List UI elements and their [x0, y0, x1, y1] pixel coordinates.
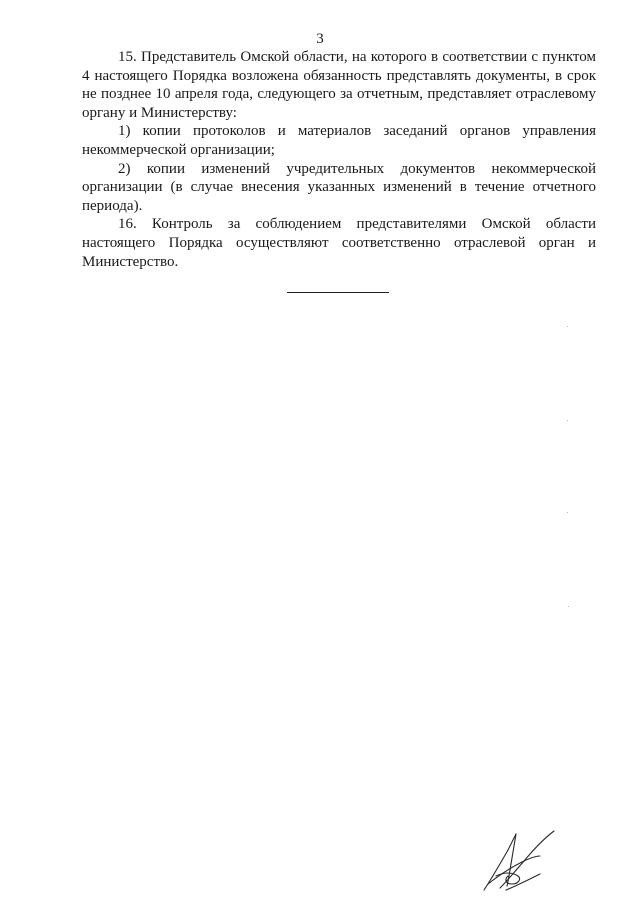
paragraph-16: 16. Контроль за соблюдением представителями Омской области настоящего Порядка осуществляют соответственно отраслевой орган и Министерство. — [82, 216, 596, 270]
paragraph-15-item-2: 2) копии изменений учредительных документов некоммерческой организации (в случае внесения указанных изменений в течение отчетного периода). — [82, 160, 596, 214]
scan-speck — [567, 512, 568, 513]
scan-speck — [567, 420, 568, 421]
paragraph-15-item-1: 1) копии протоколов и материалов заседаний органов управления некоммерческой организации; — [82, 123, 596, 158]
document-body — [82, 48, 596, 271]
page-number: 3 — [316, 31, 324, 47]
paragraph-15: 15. Представитель Омской области, на которого в соответствии с пунктом 4 настоящего Порядка возложена обязанность представлять документы, в срок не позднее 10 апреля года, следующего за отчетным, представляет отраслевому органу и Министерству: — [82, 49, 596, 121]
handwritten-signature-icon — [478, 828, 558, 894]
end-of-text-separator — [287, 292, 389, 293]
scan-speck — [567, 326, 568, 327]
scan-speck — [568, 606, 569, 607]
